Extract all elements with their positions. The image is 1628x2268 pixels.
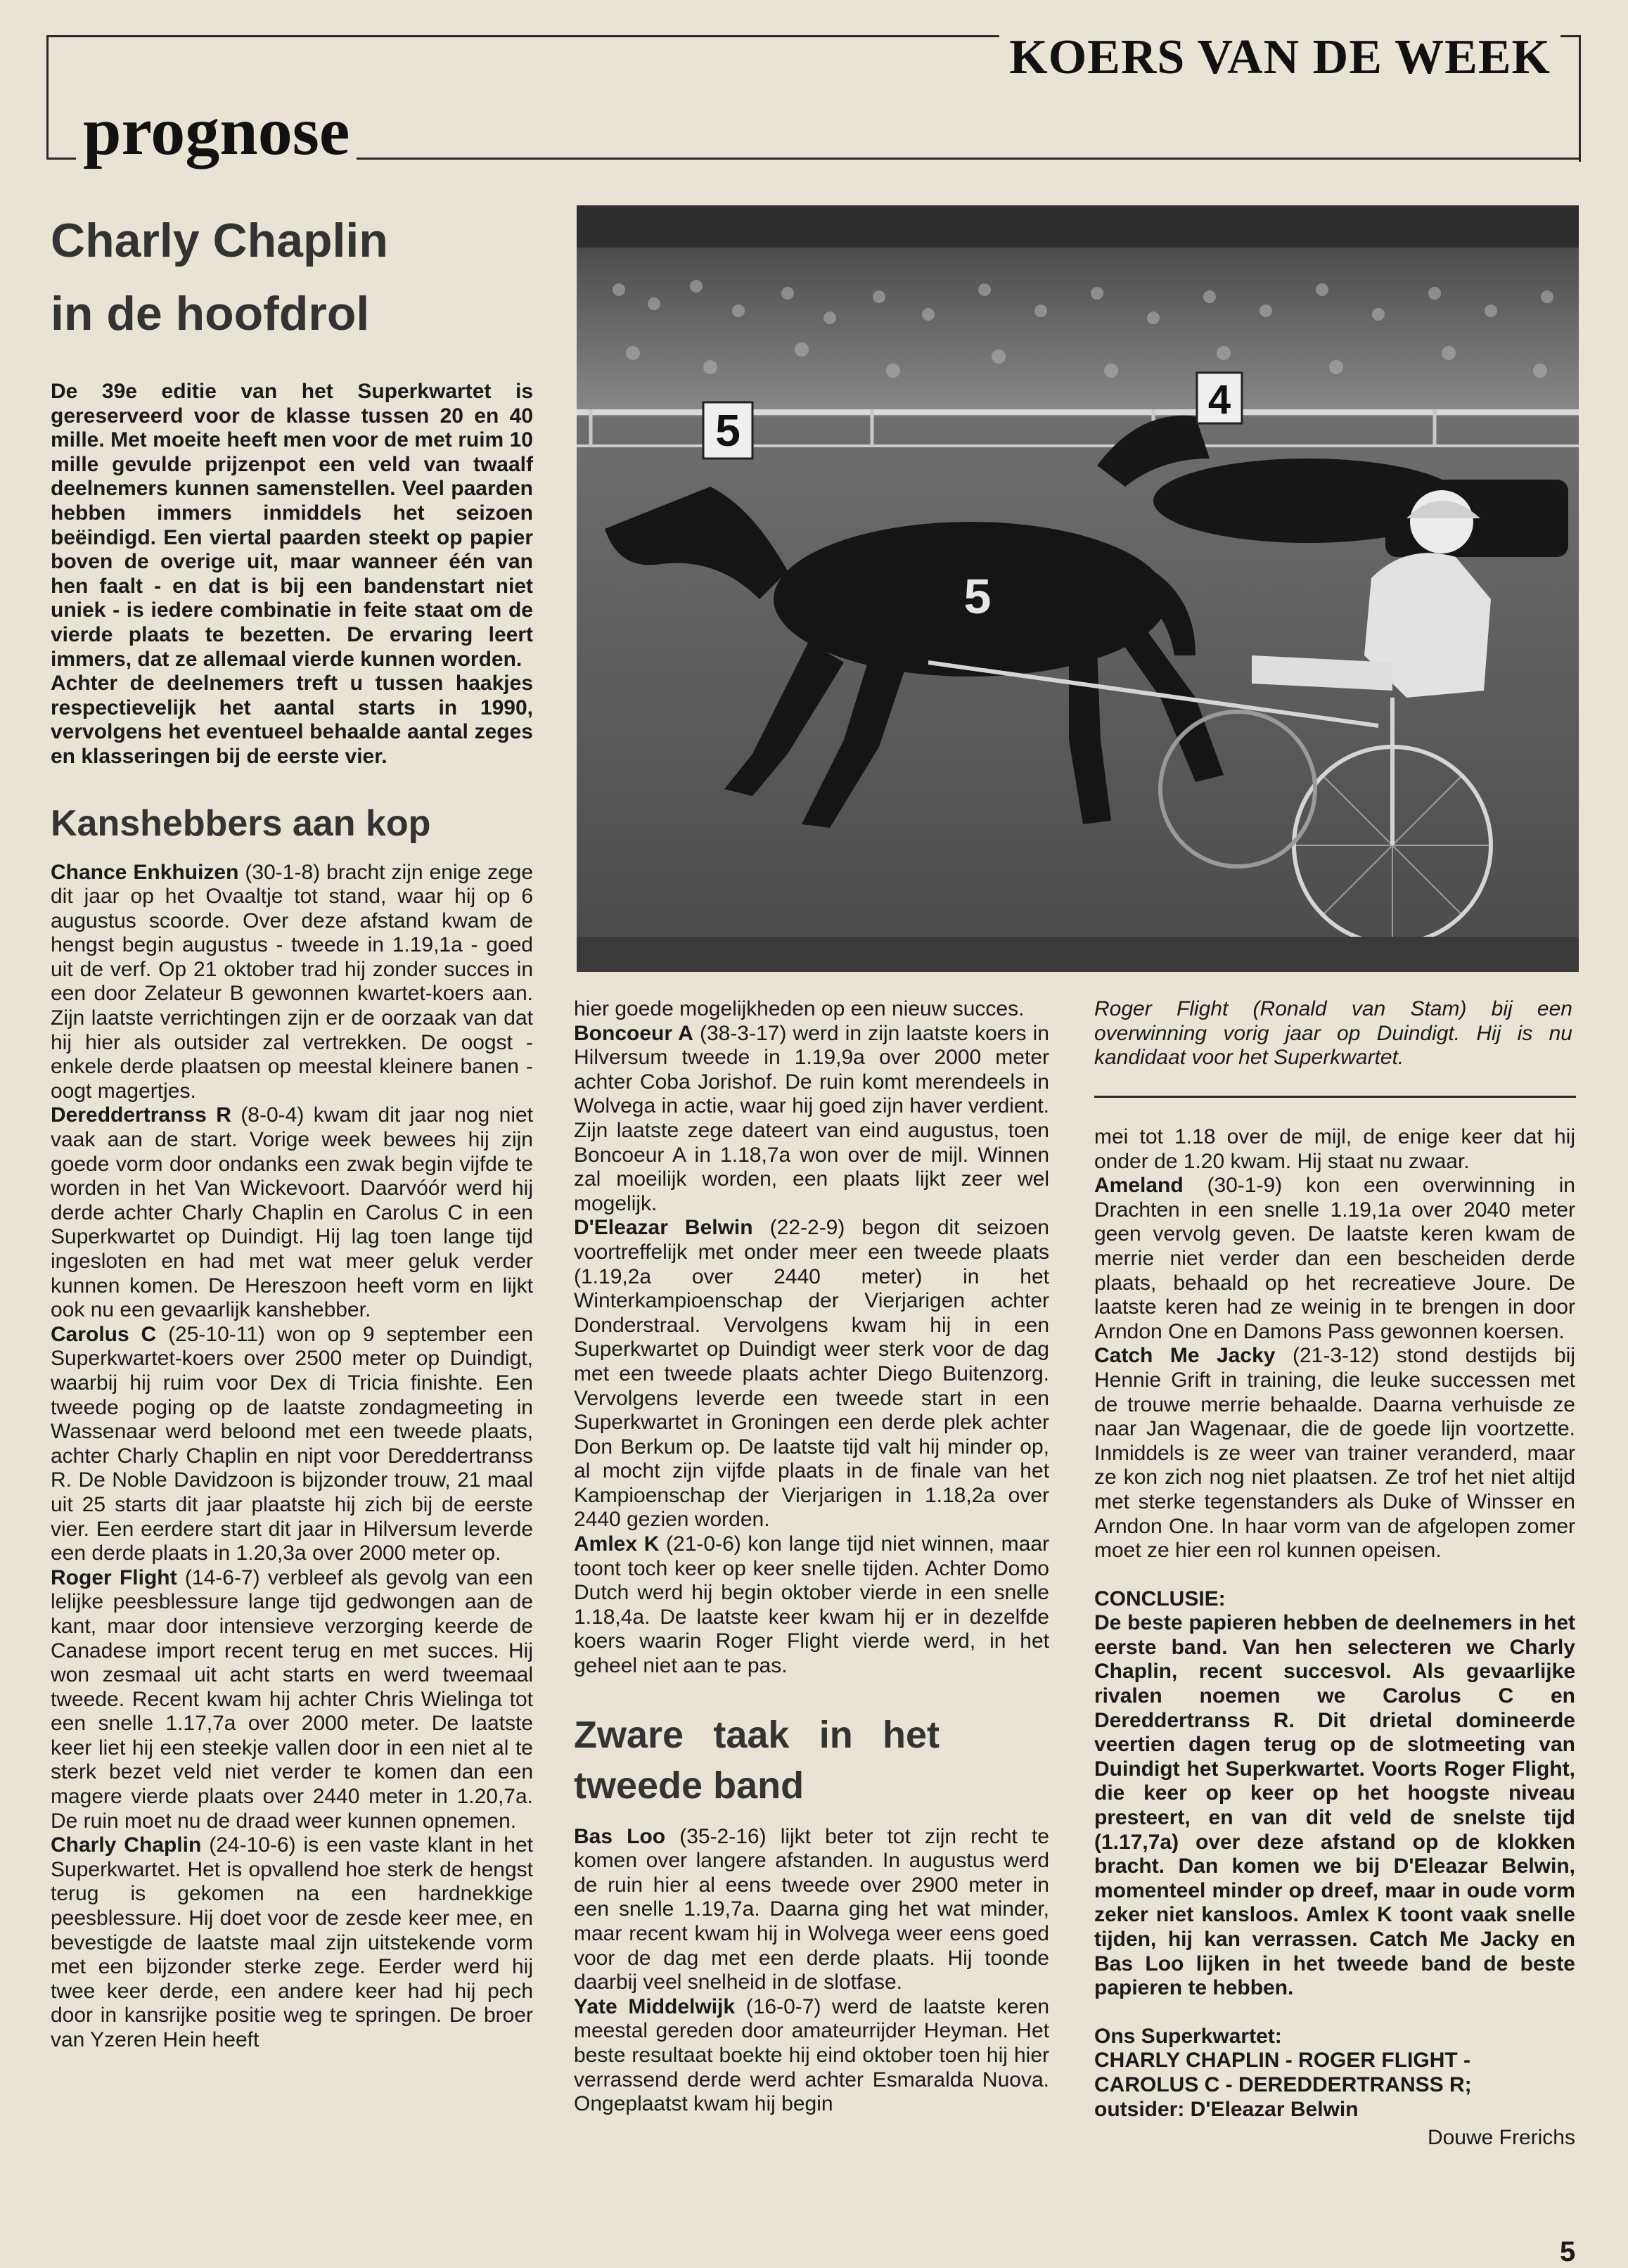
horse-name: Yate Middelwijk bbox=[574, 1994, 736, 2018]
entry-text: (24-10-6) is een vaste klant in het Superkwartet. Het is opvallend hoe sterk de hengst terug is gekomen na een hardnekkige peesblessure. Hij doet voor de zesde keer mee, en bevestigde de laatste maal zijn uitstekende vorm met een bijzonder sterke zege. Eerder werd hij twee keer derde, een andere keer had hij pech door in kansrijke positie weg te springen. De broer van Yzeren Hein heeft bbox=[51, 1833, 533, 2051]
entry-text: (22-2-9) begon dit seizoen voortreffelijk met onder meer een tweede plaats (1.19,2a over 2440 meter) in het Winterkampioenschap der Vierjarigen achter Donderstraal. Vervolgens kwam hij in een Superkwartet op Duindigt weer sterk voor de dag met een tweede plaats achter Diego Buitenzorg. Vervolgens leverde een tweede start in een Superkwartet in Groningen een derde plek achter Don Berkum op. De laatste tijd valt hij minder op, al mocht zijn vijfde plaats in de finale van het Kampioenschap der Vierjarigen in 1.18,2a over 2440 gezien worden. bbox=[574, 1216, 1049, 1532]
entry-text: (30-1-9) kon een overwinning in Drachten in een snelle 1.19,1a over 2040 meter geen vervolg geven. De laatste keren kwam de merrie niet verder dan een bescheiden derde plaats, behaald op het recreatieve Joure. De laatste keren had ze weinig in te brengen in door Arndon One en Damons Pass gewonnen koersen. bbox=[1094, 1174, 1575, 1343]
entry-text: (21-0-6) kon lange tijd niet winnen, maar toont toch keer op keer snelle tijden. Achter Domo Dutch werd hij begin oktober vierde in een snelle 1.18,4a. De laatste keer kwam hij er in dezelfde koers waarin Roger Flight vierde werd, in het geheel niet aan te pas. bbox=[574, 1532, 1050, 1678]
entry-paragraph bbox=[51, 1103, 533, 1322]
page-number: 5 bbox=[1560, 2236, 1576, 2267]
entry-text: (21-3-12) stond destijds bij Hennie Grift in training, die leuke successen met de trouwe merrie behaalde. Daarna verhuisde ze naar Jan Wagenaar, die de goede lijn voortzette. Inmiddels is ze weer van trainer veranderd, maar ze kon zich nog niet plaatsen. Ze trof het niet altijd met sterke tegenstanders als Duke of Winsser en Arndon One. In haar vorm van de afgelopen zomer moet ze hier een rol kunnen opeisen. bbox=[1094, 1344, 1575, 1563]
horse-name: Dereddertranss R bbox=[51, 1103, 231, 1127]
entry-paragraph bbox=[574, 1022, 1049, 1217]
pick-label: Ons Superkwartet: bbox=[1094, 2024, 1282, 2048]
column-middle bbox=[574, 997, 1049, 2117]
column-title: prognose bbox=[76, 97, 357, 166]
entry-paragraph bbox=[574, 1995, 1049, 2117]
entry-text: (8-0-4) kwam dit jaar nog niet vaak aan de start. Vorige week bewees hij zijn goede vorm door ondanks een zwak begin vijfde te worden in het Van Wickevoort. Daarvóór werd hij derde achter Charly Chaplin en Carolus C in een Superkwartet op Duindigt. Hij lag toen lange tijd ingesloten en had met wat meer geluk verder kunnen komen. De Hereszoon heeft vorm en lijkt ook nu een gevaarlijk kanshebber. bbox=[51, 1103, 534, 1322]
column-right bbox=[1094, 1125, 1575, 2151]
entry-paragraph bbox=[51, 861, 533, 1104]
section-title-2: Zware taak in het tweede band bbox=[574, 1713, 940, 1807]
entry-text: mei tot 1.18 over de mijl, de enige keer dat hij onder de 1.20 kwam. Hij staat nu zwaar. bbox=[1094, 1125, 1575, 1173]
horse-name: Amlex K bbox=[574, 1532, 660, 1556]
entry-paragraph bbox=[51, 1566, 533, 1834]
pick-line-1: CHARLY CHAPLIN - ROGER FLIGHT - bbox=[1094, 2049, 1471, 2072]
headline-line-1: Charly Chaplin bbox=[51, 214, 388, 267]
horse-name: Boncoeur A bbox=[574, 1021, 693, 1045]
race-photo-illustration bbox=[577, 205, 1579, 972]
intro-paragraph: De 39e editie van het Superkwartet is gereserveerd voor de klasse tussen 20 en 40 mille. Met moeite heeft men voor de met ruim 10 mille gevulde prijzenpot een veld van twaalf deelnemers kunnen samenstellen. Veel paarden hebben immers inmiddels het seizoen beëindigd. Een viertal paarden steekt op papier boven de overige uit, maar wanneer één van hen faalt - en dat is bij een bandenstart niet uniek - is iedere combinatie in feite staat om de vierde plaats te bezetten. De ervaring leert immers, dat ze allemaal vierde kunnen worden. bbox=[51, 380, 533, 671]
entry-paragraph bbox=[1094, 1174, 1575, 1344]
byline: Douwe Frerichs bbox=[1427, 2126, 1575, 2150]
horse-name: Charly Chaplin bbox=[51, 1833, 202, 1857]
entry-text: (35-2-16) lijkt beter tot zijn recht te komen over langere afstanden. In augustus werd de ruin hier al eens tweede over 2900 meter in een snelle 1.19,7a. Daarna ging het wat minder, maar recent kwam hij in Wolvega weer eens goed voor de dag met een derde plaats. Hij toonde daarbij veel snelheid in de slotfase. bbox=[574, 1824, 1049, 1994]
entry-text: (16-0-7) werd de laatste keren meestal gereden door amateurrijder Heyman. Het beste resultaat boekte hij eind oktober toen hij hier verrassend derde werd achter Esmaralda Nuova. Ongeplaatst kwam hij begin bbox=[574, 1994, 1049, 2116]
entry-text: hier goede mogelijkheden op een nieuw succes. bbox=[574, 997, 1025, 1020]
entry-paragraph bbox=[574, 1825, 1049, 1995]
intro-paragraph-2: Achter de deelnemers treft u tussen haakjes respectievelijk het aantal starts in 1990, vervolgens het eventueel behaalde aantal zeges en klasseringen bij de eerste vier. bbox=[51, 672, 533, 768]
race-photo bbox=[577, 205, 1579, 972]
entry-paragraph bbox=[1094, 1344, 1575, 1563]
conclusion-text: De beste papieren hebben de deelnemers in het eerste band. Van hen selecteren we Charly Chaplin, recent succesvol. Als gevaarlijke rivalen noemen we Carolus C en Dereddertranss R. Dit drietal domineerde veertien dagen terug op de slotmeeting van Duindigt het Superkwartet. Voorts Roger Flight, die keer op keer op het hoogste niveau presteert, en van dit veld de snelste tijd (1.17,7a) over deze afstand op de klokken bracht. Dan komen we bij D'Eleazar Belwin, momenteel minder op dreef, maar in oude vorm zeker niet kansloos. Amlex K toont vaak snelle tijden, hij kan verrassen. Catch Me Jacky en Bas Loo lijken in het tweede band de beste papieren te hebben. bbox=[1094, 1611, 1575, 2000]
pick-line-3: outsider: D'Eleazar Belwin bbox=[1094, 2097, 1359, 2121]
photo-number-4: 4 bbox=[1207, 377, 1231, 423]
entry-text: (25-10-11) won op 9 september een Superkwartet-koers over 2500 meter op Duindigt, waarbij hij ruim voor Dex di Tricia finishte. Een tweede poging op de laatste zondagmeeting in Wassenaar werd beloond met een tweede plaats, achter Charly Chaplin en nipt voor Dereddertranss R. De Noble Davidzoon is bijzonder trouw, 21 maal uit 25 starts dit jaar plaatste hij zich bij de eerste vier. Een eerdere start dit jaar in Hilversum leverde een derde plaats in 1.20,3a over 2000 meter op. bbox=[51, 1322, 534, 1565]
section-title-1: Kanshebbers aan kop bbox=[51, 802, 431, 844]
entry-text: (30-1-8) bracht zijn enige zege dit jaar op het Ovaaltje tot stand, waar hij op 6 augustus scoorde. Over deze afstand kwam de hengst begin augustus - tweede in 1.19,1a - goed uit de verf. Op 21 oktober trad hij zonder succes in een door Zelateur B gewonnen kwartet-koers aan. Zijn laatste verrichtingen zijn er de oorzaak van dat hij hier als outsider zal vertrekken. De oogst - enkele derde plaatsen op meestal kleinere banen - oogt magertjes. bbox=[51, 860, 534, 1103]
photo-saddle-number: 5 bbox=[963, 569, 992, 624]
horse-name: Ameland bbox=[1094, 1174, 1184, 1198]
photo-number-5: 5 bbox=[715, 405, 741, 456]
entry-text: (38-3-17) werd in zijn laatste koers in Hilversum tweede in 1.19,9a over 2000 meter achter Coba Jorishof. De ruin komt merendeels in Wolvega in actie, waar hij goed zijn haver verdient. Zijn laatste zege dateert van eind augustus, toen Boncoeur A in 1.18,7a won over de mijl. Winnen zal moeilijk worden, een plaats lijkt zeer wel mogelijk. bbox=[574, 1021, 1049, 1215]
conclusion-label: CONCLUSIE: bbox=[1094, 1587, 1226, 1610]
entry-text: (14-6-7) verbleef als gevolg van een lelijke peesblessure lange tijd gedwongen aan de kant, maar door intensieve verzorging keerde de Canadese import recent terug en met succes. Hij won zesmaal uit acht starts en werd tweemaal tweede. Recent kwam hij achter Chris Wielinga tot een snelle 1.17,7a over 2000 meter. De laatste keer liet hij een steekje vallen door in een niet al te sterk bezet veld niet verder te komen dan een magere vierde plaats over 2440 meter in 1.20,7a. De ruin moet nu de draad weer kunnen opnemen. bbox=[51, 1565, 533, 1833]
horse-name: Roger Flight bbox=[51, 1565, 177, 1589]
entry-paragraph bbox=[574, 1216, 1049, 1532]
headline-line-2: in de hoofdrol bbox=[51, 287, 370, 340]
column-left bbox=[51, 380, 533, 2053]
caption-rule bbox=[1094, 1096, 1576, 1098]
horse-name: Chance Enkhuizen bbox=[51, 860, 239, 884]
pick-line-2: CAROLUS C - DEREDDERTRANSS R; bbox=[1094, 2072, 1472, 2096]
horse-name: Catch Me Jacky bbox=[1094, 1344, 1276, 1368]
entry-paragraph bbox=[1094, 1125, 1575, 1174]
horse-name: Carolus C bbox=[51, 1322, 157, 1346]
photo-caption: Roger Flight (Ronald van Stam) bij een overwinning vorig jaar op Duindigt. Hij is nu kandidaat voor het Superkwartet. bbox=[1094, 997, 1572, 1070]
entry-paragraph bbox=[51, 1833, 533, 2052]
headline bbox=[51, 204, 543, 350]
header-right-rule bbox=[1579, 35, 1581, 162]
section-label: KOERS VAN DE WEEK bbox=[999, 30, 1560, 86]
horse-name: D'Eleazar Belwin bbox=[574, 1216, 753, 1240]
entry-paragraph bbox=[51, 1323, 533, 1566]
entry-paragraph bbox=[574, 997, 1049, 1022]
horse-name: Bas Loo bbox=[574, 1824, 666, 1848]
entry-paragraph bbox=[574, 1532, 1049, 1679]
